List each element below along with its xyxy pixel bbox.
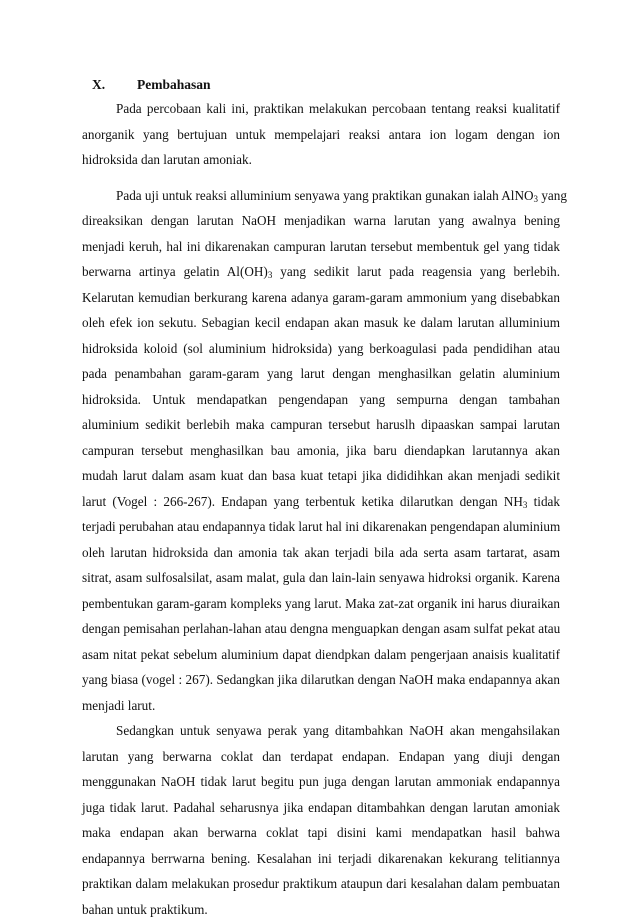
text-line: oleh larutan hidroksida dan amonia tak akan terjadi bila ada serta asam tartarat, asam: [82, 540, 560, 566]
text-line: hidroksida dan larutan amoniak.: [82, 147, 560, 173]
text-line: bahan untuk praktikum.: [82, 897, 560, 922]
text-line: campuran tersebut menghasilkan bau amonia, jika baru diendapkan larutannya akan: [82, 438, 560, 464]
text-line: endapannya berrwarna bening. Kesalahan ini terjadi dikarenakan kekurang telitiannya: [82, 846, 560, 872]
section-number: X.: [92, 76, 137, 94]
text-line: pada penambahan garam-garam yang larut dengan menghasilkan gelatin aluminium: [82, 361, 560, 387]
section-heading: [92, 76, 211, 94]
text-line: Sedangkan untuk senyawa perak yang ditambahkan NaOH akan mengahsilakan: [82, 718, 560, 744]
text-line: menggunakan NaOH tidak larut begitu pun juga dengan larutan ammoniak endapannya: [82, 769, 560, 795]
paragraph: [82, 183, 560, 719]
text-line: direaksikan dengan larutan NaOH menjadikan warna larutan yang awalnya bening: [82, 208, 560, 234]
text-line: terjadi perubahan atau endapannya tidak larut hal ini dikarenakan pengendapan aluminium: [82, 514, 560, 540]
section-title: Pembahasan: [137, 77, 211, 92]
text-line: larut (Vogel : 266-267). Endapan yang terbentuk ketika dilarutkan dengan $NH_3$ tidak: [82, 489, 560, 515]
text-line: menjadi keruh, hal ini dikarenakan campuran larutan tersebut membentuk gel yang tidak: [82, 234, 560, 260]
text-line: dengan pemisahan perlahan-lahan atau dengna menguapkan dengan asam sulfat pekat atau: [82, 616, 560, 642]
text-line: anorganik yang bertujuan untuk mempelajari reaksi antara ion logam dengan ion: [82, 122, 560, 148]
text-line: Pada uji untuk reaksi alluminium senyawa yang praktikan gunakan ialah AlNO$_3$ yang: [82, 183, 560, 209]
text-line: berwarna artinya gelatin $Al(OH)_3$ yang sedikit larut pada reagensia yang berlebih.: [82, 259, 560, 285]
text-line: menjadi larut.: [82, 693, 560, 719]
text-line: Pada percobaan kali ini, praktikan melakukan percobaan tentang reaksi kualitatif: [82, 96, 560, 122]
text-line: hidroksida. Untuk mendapatkan pengendapan yang sempurna dengan tambahan: [82, 387, 560, 413]
text-line: aluminium sedikit berlebih maka campuran tersebut haruslh dipaaskan sampai larutan: [82, 412, 560, 438]
paragraph: [82, 96, 560, 173]
text-line: maka endapan akan berwarna coklat tapi disini kami mendapatkan hasil bahwa: [82, 820, 560, 846]
text-line: larutan yang berwarna coklat dan terdapat endapan. Endapan yang diuji dengan: [82, 744, 560, 770]
document-body: [82, 96, 560, 922]
text-line: oleh efek ion sekutu. Sebagian kecil endapan akan masuk ke dalam larutan alluminium: [82, 310, 560, 336]
text-line: juga tidak larut. Padahal seharusnya jika endapan ditambahkan dengan larutan amoniak: [82, 795, 560, 821]
text-line: sitrat, asam sulfosalsilat, asam malat, gula dan lain-lain senyawa hidroksi organik. Karena: [82, 565, 560, 591]
text-line: praktikan dalam melakukan prosedur praktikum ataupun dari kesalahan dalam pembuatan: [82, 871, 560, 897]
text-line: pembentukan garam-garam kompleks yang larut. Maka zat-zat organik ini harus diuraikan: [82, 591, 560, 617]
paragraph-gap: [82, 173, 560, 183]
text-line: asam nitat pekat sebelum aluminium dapat diendpkan dalam pengerjaan anaisis kualitatif: [82, 642, 560, 668]
text-line: Kelarutan kemudian berkurang karena adanya garam-garam ammonium yang disebabkan: [82, 285, 560, 311]
paragraph: [82, 718, 560, 922]
text-line: yang biasa (vogel : 267). Sedangkan jika dilarutkan dengan NaOH maka endapannya akan: [82, 667, 560, 693]
text-line: mudah larut dalam asam kuat dan basa kuat tetapi jika dididihkan akan menjadi sedikit: [82, 463, 560, 489]
text-line: hidroksida koloid (sol aluminium hidroksida) yang berkoagulasi pada pendidihan atau: [82, 336, 560, 362]
